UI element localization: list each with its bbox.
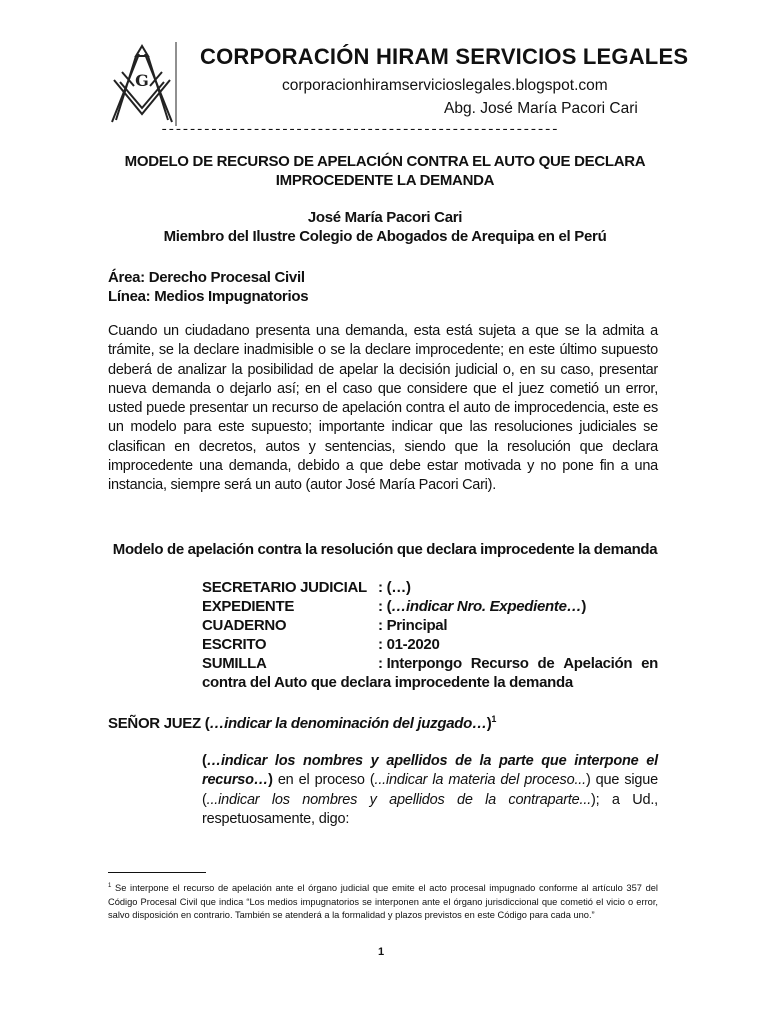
author-name: José María Pacori Cari <box>307 209 463 226</box>
header-separator: -------------------------------------------------------- <box>160 122 558 138</box>
field-row <box>202 616 658 635</box>
sumilla-value: : Interpongo Recurso de Apelación en <box>378 655 658 672</box>
title-line-1: MODELO DE RECURSO DE APELACIÓN CONTRA EL AUTO QUE DECLARA <box>124 153 646 170</box>
field-label: ESCRITO <box>202 636 267 653</box>
sumilla-row <box>202 654 658 673</box>
field-row <box>202 578 658 597</box>
title-line-2: IMPROCEDENTE LA DEMANDA <box>275 172 495 189</box>
firm-url: corporacionhiramservicioslegales.blogspot.com <box>282 77 608 94</box>
field-label: CUADERNO <box>202 617 287 634</box>
field-value: : Principal <box>378 617 448 634</box>
case-fields <box>202 578 658 692</box>
line-label: Línea: Medios Impugnatorios <box>108 288 309 305</box>
field-value: : 01-2020 <box>378 636 440 653</box>
intro-paragraph: Cuando un ciudadano presenta una demanda, esta está sujeta a que se la admita a trámite, se la declare inadmisible o se la declare improcedente; en este último supuesto deberá de analizar la posibilidad de apelar la decisión judicial o, en su caso, presentar nueva demanda o dejarlo así; en el caso que considere que el juez cometió un error, usted puede presentar un recurso de apelación contra el auto de improcedencia, este es un modelo para este supuesto; importante indicar que las resoluciones judiciales se clasifican en decretos, autos y sentencias, siendo que la resolución que declara improcedente una demanda, debido a que debe estar motivada y no pone fin a una instancia, siempre será un auto (autor José María Pacori Cari). <box>108 323 658 494</box>
field-row <box>202 597 658 616</box>
footnote-divider <box>108 872 206 873</box>
field-value: : (…) <box>378 579 411 596</box>
firm-author: Abg. José María Pacori Cari <box>444 100 638 117</box>
field-value: : (…indicar Nro. Expediente…) <box>378 598 587 615</box>
sumilla-continuation: contra del Auto que declara improcedente la demanda <box>202 674 573 691</box>
field-label: SECRETARIO JUDICIAL <box>202 579 367 596</box>
judge-salutation: SEÑOR JUEZ (…indicar la denominación del juzgado…)$^1$ <box>108 714 497 732</box>
field-label: EXPEDIENTE <box>202 598 295 615</box>
footnote: $^1$ Se interpone el recurso de apelación ante el órgano judicial que emite el acto procesal impugnado conforme al artículo 357 del Código Procesal Civil que indica “Los medios impugnatorios se interponen ante el órgano jurisdiccional que cometió el vicio o error, salvo disposición en contrario. También se atenderá a la formalidad y plazos previstos en este Código para cada uno.” <box>108 883 658 921</box>
document-title <box>100 152 670 190</box>
page-number: 1 <box>378 946 385 958</box>
author-affiliation: Miembro del Ilustre Colegio de Abogados de Arequipa en el Perú <box>163 228 607 245</box>
model-title: Modelo de apelación contra la resolución que declara improcedente la demanda <box>112 541 658 558</box>
area-label: Área: Derecho Procesal Civil <box>108 269 305 286</box>
author-block <box>100 208 670 246</box>
field-row <box>202 635 658 654</box>
party-paragraph: (…indicar los nombres y apellidos de la parte que interpone el recurso…) en el proceso (...indicar la materia del proceso...) que sigue (...indicar los nombres y apellidos de la contraparte...); a Ud., respetuosamente, digo: <box>202 753 658 827</box>
sumilla-label: SUMILLA <box>202 655 267 672</box>
masonic-square-compass-logo <box>106 42 178 126</box>
svg-text:G: G <box>135 71 149 90</box>
footnote-reference: 1 <box>491 714 497 724</box>
classification-block <box>108 268 308 306</box>
firm-name: CORPORACIÓN HIRAM SERVICIOS LEGALES <box>200 44 689 69</box>
